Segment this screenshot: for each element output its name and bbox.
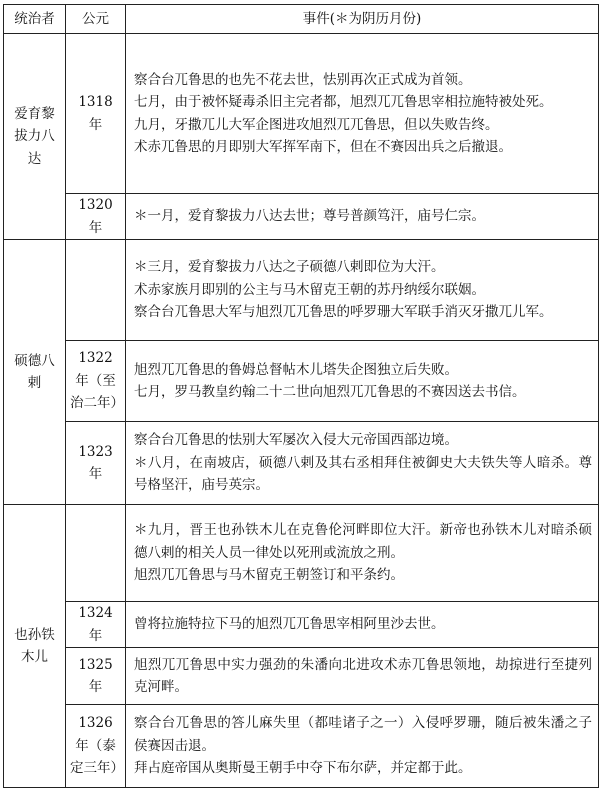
- ruler-name: 硕德八剌: [14, 352, 55, 391]
- year-cell: 1323 年: [66, 422, 126, 505]
- table-row: [4, 422, 599, 505]
- event-text: 九月，牙撒兀儿大军企图进攻旭烈兀兀鲁思，但以失败告终。: [134, 116, 499, 133]
- events-cell: [126, 34, 599, 194]
- table-header-row: [4, 5, 599, 34]
- events-cell: [126, 602, 599, 648]
- table-row: [4, 194, 599, 240]
- table-row: [4, 648, 599, 705]
- table-row: [4, 602, 599, 648]
- ruler-name: 也孙铁木儿: [14, 626, 55, 665]
- event-text: 术赤家族月即别的公主与马木留克王朝的苏丹纳绥尔联姻。: [134, 281, 485, 298]
- event-text: 察合台兀鲁思的答儿麻失里（都哇诸子之一）入侵呼罗珊，随后被朱潘之子侯赛因击退。: [134, 715, 592, 754]
- event-text: 察合台兀鲁思大军与旭烈兀兀鲁思的呼罗珊大军联手消灭牙撒兀儿军。: [134, 304, 553, 321]
- event-text: 七月，由于被怀疑毒杀旧主完者都，旭烈兀兀鲁思宰相拉施特被处死。: [134, 94, 553, 110]
- header-ruler: 统治者: [4, 5, 66, 34]
- event-text: 察合台兀鲁思的怯别大军屡次入侵大元帝国西部边境。: [134, 432, 458, 449]
- event-text: 察合台兀鲁思的也先不花去世，怯别再次正式成为首领。: [134, 71, 472, 88]
- header-year: 公元: [66, 5, 126, 34]
- event-text: 术赤兀鲁思的月即别大军挥军南下，但在不赛因出兵之后撤退。: [134, 139, 512, 155]
- year-cell: [66, 240, 126, 341]
- event-text: 七月，罗马教皇约翰二十二世向旭烈兀兀鲁思的不赛因送去书信。: [134, 384, 526, 400]
- events-cell: [126, 422, 599, 505]
- year-cell: 1320 年: [66, 194, 126, 240]
- event-text: 旭烈兀兀鲁思的鲁姆总督帖木儿塔失企图独立后失败。: [134, 361, 458, 378]
- event-text: 拜占庭帝国从奥斯曼王朝手中夺下布尔萨，并定都于此。: [134, 760, 472, 777]
- header-events: 事件(＊为阴历月份): [126, 5, 599, 34]
- events-cell: [126, 705, 599, 788]
- year-cell: [66, 505, 126, 602]
- table-row: [4, 505, 599, 602]
- events-cell: [126, 505, 599, 602]
- chronology-table: [3, 4, 599, 788]
- event-text: ＊三月，爱育黎拔力八达之子硕德八剌即位为大汗。: [134, 259, 445, 276]
- event-text: ＊一月，爱育黎拔力八达去世；尊号普颜笃汗，庙号仁宗。: [134, 208, 485, 225]
- year-cell: 1324 年: [66, 602, 126, 648]
- table-row: [4, 341, 599, 422]
- ruler-cell: [4, 505, 66, 788]
- table-row: [4, 240, 599, 341]
- year-cell: 1318 年: [66, 34, 126, 194]
- event-text: ＊八月，在南坡店，硕德八剌及其右丞相拜住被御史大夫铁失等人暗杀。尊号格坚汗，庙号英宗。: [134, 454, 592, 494]
- ruler-name: 爱育黎拔力八达: [14, 105, 55, 167]
- ruler-cell: [4, 240, 66, 505]
- events-cell: [126, 648, 599, 705]
- table-row: [4, 34, 599, 194]
- table-row: [4, 705, 599, 788]
- event-text: 旭烈兀兀鲁思与马木留克王朝签订和平条约。: [134, 567, 404, 584]
- event-text: 曾将拉施特拉下马的旭烈兀兀鲁思宰相阿里沙去世。: [134, 616, 445, 633]
- events-cell: [126, 194, 599, 240]
- year-cell: 1326 年（泰定三年）: [66, 705, 126, 788]
- events-cell: [126, 341, 599, 422]
- year-cell: 1322 年（至治二年）: [66, 341, 126, 422]
- event-text: 旭烈兀兀鲁思中实力强劲的朱潘向北进攻术赤兀鲁思领地，劫掠进行至捷列克河畔。: [134, 656, 592, 695]
- year-cell: 1325 年: [66, 648, 126, 705]
- ruler-cell: [4, 34, 66, 240]
- events-cell: [126, 240, 599, 341]
- event-text: ＊九月，晋王也孙铁木儿在克鲁伦河畔即位大汗。新帝也孙铁木儿对暗杀硕德八剌的相关人员一律处以死刑或流放之刑。: [134, 522, 592, 561]
